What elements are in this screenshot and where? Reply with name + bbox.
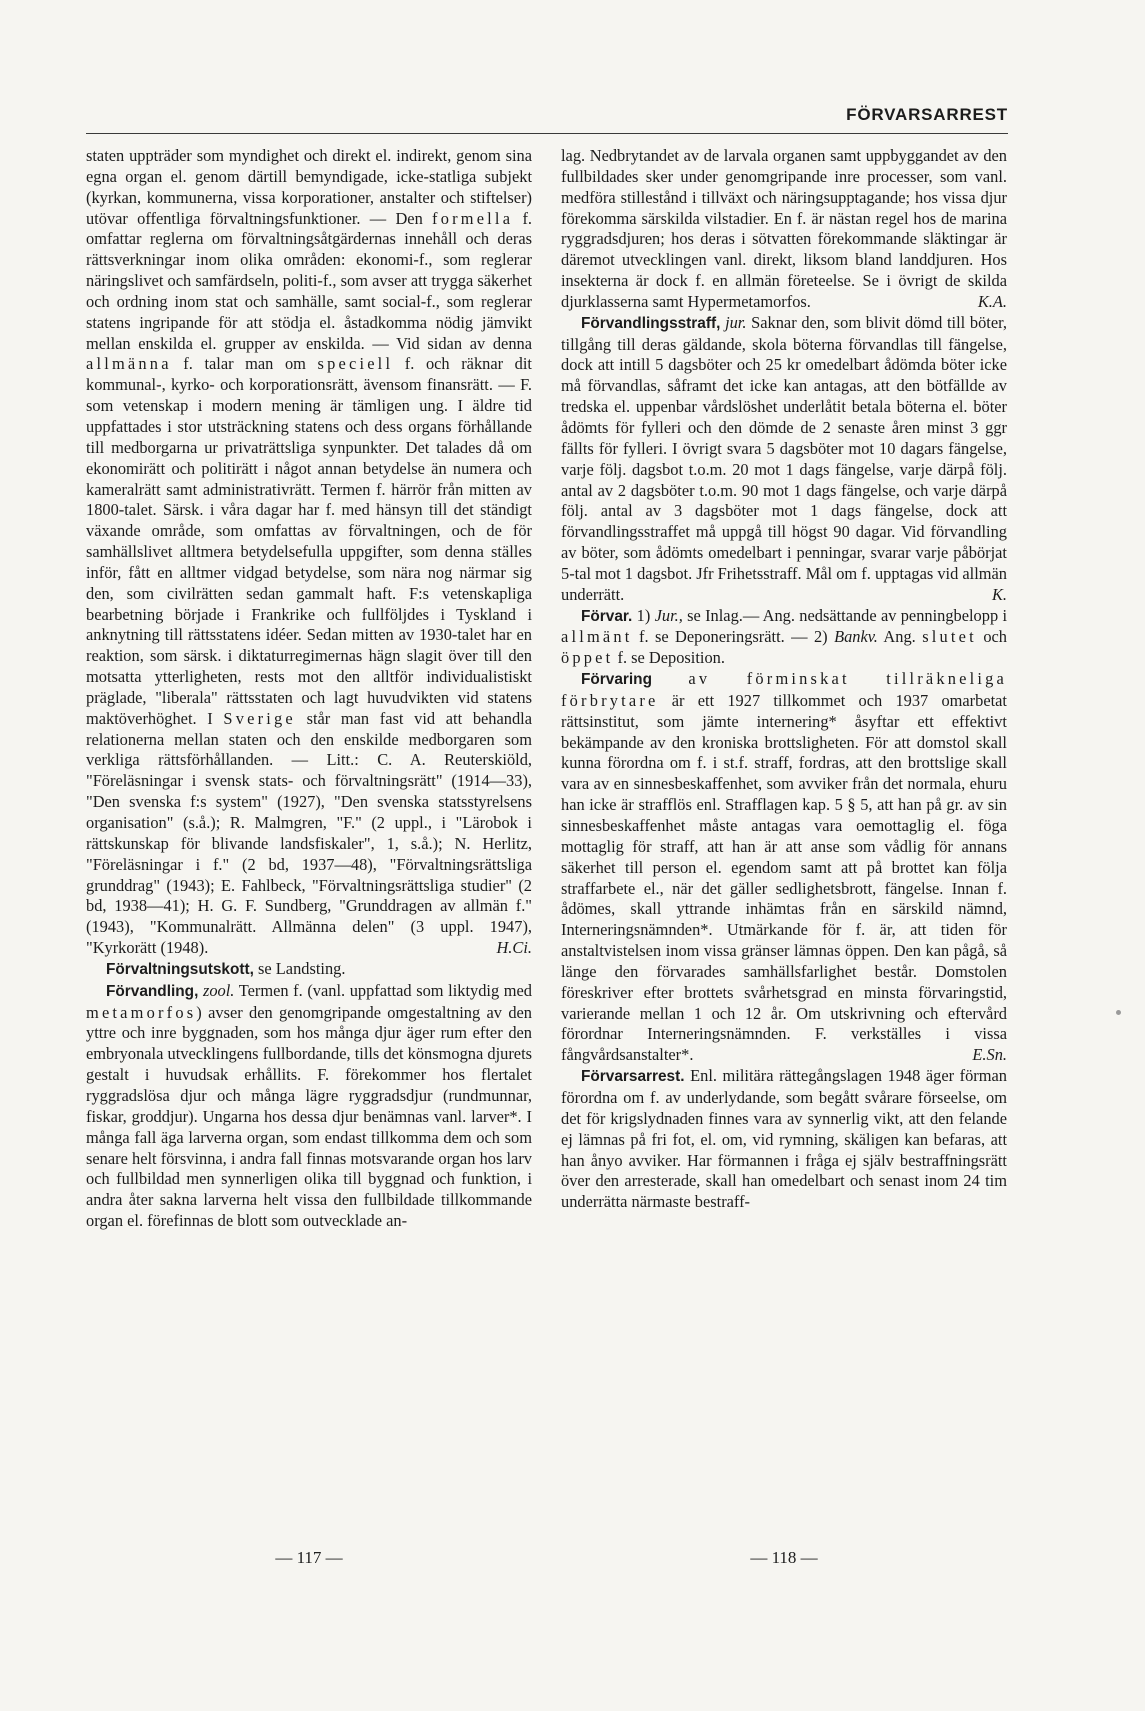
running-header: FÖRVARSARREST	[846, 105, 1008, 124]
author-signature: E.Sn.	[972, 1045, 1007, 1065]
entry-forvaltningsutskott: Förvaltningsutskott, se Landsting.	[106, 958, 346, 978]
margin-speck	[1116, 1010, 1121, 1015]
header-rule	[86, 133, 1008, 134]
headword: Förvandling,	[106, 982, 199, 1000]
entry-forvar: Förvar. 1) Jur., se Inlag.— Ang. nedsättande av penningbelopp i allmänt f. se Deponeringsrätt. — 2) Bankv. Ang. slutet och öppet f. se Deposition.	[561, 605, 1007, 668]
entry-forvandlingsstraff: Förvandlingsstraff, jur. Saknar den, som blivit dömd till böter, tillgång till deras gäldande, skola böterna förvandlas till fängelse, dock att intill 5 dagsböter och 25 kr omedelbart ådömda böter icke må förvandlas, såframt det icke kan antagas, att den bötfällde av tredska el. uppenbar vårdslöshet underlåtit betala böterna el. böter ådömts för fylleri och den dömde de 2 senaste åren minst 3 ggr fällts för fylleri. I övrigt svara 5 dagsböter mot 10 dagars fängelse, varje följ. dagsbot t.o.m. 20 mot 1 dags fängelse, varje därpå följ. antal av 2 dagsböter t.o.m. 90 mot 1 dags fängelse, och varje därpå följ. antal av 3 dagsböter mot 1 dags fängelse, dock att förvandlingsstraffet må uppgå till högst 90 dagar. Vid förvandling av böter, som ådömts omedelbart i penningar, svarar varje påbörjat 5-tal mot 1 dagsbot. Jfr Frihetsstraff. Mål om f. upptagas vid allmän underrätt. K.	[561, 312, 1007, 604]
entry-forvaltningsratt-continued: staten uppträder som myndighet och direkt el. indirekt, genom sina egna organ el. genom därtill bemyndigade, icke-statliga subjekt (kyrkan, kommunerna, vissa korporationer, anstalter och stiftelser) utövar offentliga förvaltningsfunktioner. — Den formella f. omfattar reglerna om förvaltningsåtgärdernas innehåll och deras rättsverkningar inom olika områden: ekonomi-f., som reglerar näringslivet och samfärdseln, politi-f., som avser att trygga säkerhet och ordning inom stat och samhälle, samt social-f., som reglerar statens ingripande för att stödja el. åstadkomma nödig jämvikt mellan enskilda el. grupper av enskilda. — Vid sidan av denna allmänna f. talar man om speciell f. och räknar dit kommunal-, kyrko- och korporationsrätt, ävensom finansrätt. — F. som vetenskap i modern mening är tämligen ung. I äldre tid uppfattades i stor utsträckning statens och dess organs förhållande till medborgarna ur privaträttsliga synpunkter. Det talades då om ekonomirätt och politirätt i något annan betydelse än numera och kameralrätt samt administrativrätt. Termen f. härrör från mitten av 1800-talet. Särsk. i våra dagar har f. med hänsyn till det ständigt växande område, som omfattas av förvaltningen, och de för samhällslivet alltmera betydelsefulla uppgifter, som denna ställes inför, fått en alltmer vidgad betydelse, som nära nog närmar sig den, som civilrätten sedan gammalt haft. F:s vetenskapliga bearbetning började i Frankrike och fullföljdes i Tyskland i anknytning till rättsstatens idéer. Sedan mitten av 1930-talet har en reaktion, som särsk. i diktaturregimernas hägn slagit över till den motsatta ytterligheten, rests mot den alltför individualistiskt präglade, "liberala" rättsstaten och lagt huvudvikten vid statens maktöverhöghet. I Sverige står man fast vid att behandla relationerna mellan staten och den enskilde medborgaren som verkliga rättsförhållanden. — Litt.: C. A. Reuterskiöld, "Föreläsningar i svensk stats- och förvaltningsrätt" (1914—33), "Den svenska f:s system" (1927), "Den svenska statsstyrelsens organisation" (s.å.); R. Malmgren, "F." (2 uppl., i "Lärobok i rättskunskap för blivande landsfiskaler", 1, s.å.); N. Herlitz, "Föreläsningar i f." (2 bd, 1937—48), "Förvaltningsrättsliga grunddrag" (1943); E. Fahlbeck, "Förvaltningsrättsliga studier" (2 bd, 1938—41); H. G. F. Sundberg, "Grunddragen av allmän f." (1943), "Kommunalrätt. Allmänna delen" (3 uppl. 1947), "Kyrkorätt (1948). H.Ci.	[86, 146, 533, 958]
headword: Förvar.	[581, 607, 633, 625]
page-number-left: — 117 —	[275, 1548, 343, 1567]
headword: Förvandlingsstraff,	[581, 314, 721, 332]
headword: Förvarsarrest.	[581, 1068, 685, 1086]
right-column	[561, 146, 1007, 1213]
headword: Förvaltningsutskott,	[106, 960, 254, 978]
entry-forvandling-continued: lag. Nedbrytandet av de larvala organen samt uppbyggandet av den fullbildades sker under genomgripande inre processer, som vanl. medföra stillestånd i tillväxt och näringsupptagande; hos vissa djur förekomma särskilda vilstadier. En f. är nästan regel hos de marina ryggradsdjuren; hos deras i sötvatten förekommande släktingar är däremot utvecklingen vanl. direkt, liksom bland landdjuren. Hos insekterna är dock f. en allmän företeelse. Se i övrigt de skilda djurklasserna samt Hypermetamorfos. K.A.	[561, 146, 1007, 311]
author-signature: K.	[991, 584, 1007, 604]
entry-forvaring: Förvaring av förminskat tillräkneliga förbrytare är ett 1927 tillkommet och 1937 omarbetat rättsinstitut, som jämte internering* åsyftar ett effektivt bekämpande av den kroniska brottsligheten. För att domstol skall kunna förordna om f. i st.f. straff, fordras, att den brottslige skall vara av en sinnesbeskaffenhet, som avviker från det normala, ehuru han icke är strafflös enl. Strafflagen kap. 5 § 5, att han på gr. av sin sinnesbeskaffenhet måste antagas vara oemottaglig el. föga mottaglig för straff, att han är att anse som vådlig för annans säkerhet till person el. egendom samt att på brottet kan följa straffarbete el., när det gäller sedlighetsbrott, fängelse. Innan f. ådömes, skall yttrande inhämtas från en särskild nämnd, Interneringsnämnden*. Utmärkande för f. är, att tiden för anstaltvistelsen inom vissa gränser lämnas öppen. Den kan pågå, så länge den förvarades samhällsfarlighet består. Domstolen föreskriver efter brottets svårhetsgrad en minsta förvaringstid, varierande mellan 1 och 12 år. Om utskrivning och eftervård förordnar Interneringsnämnden. F. verkställes i vissa fångvårdsanstalter*. E.Sn.	[561, 669, 1007, 1065]
author-signature: K.A.	[977, 291, 1007, 311]
page-number-right: — 118 —	[750, 1548, 818, 1567]
author-signature: H.Ci.	[496, 938, 532, 958]
headword: Förvaring	[581, 671, 652, 689]
entry-forvarsarrest: Förvarsarrest. Enl. militära rättegångslagen 1948 äger förman förordna om f. av underlydande, som begått svårare förseelse, om det för krigslydnaden finnes vara av synnerlig vikt, att den felande ej lämnas på fri fot, el. om, vid rymning, skäligen kan befaras, att han ånyo avviker. Har förmannen i fråga ej själv bestraffningsrätt över den arresterade, skall han omedelbart och senast inom 24 tim underrätta närmaste bestraff-	[561, 1066, 1007, 1212]
left-column	[86, 146, 532, 1232]
entry-forvandling: Förvandling, zool. Termen f. (vanl. uppfattad som liktydig med metamorfos) avser den genomgripande omgestaltning av den yttre och inre byggnaden, som hos många djur äger rum efter den embryonala utvecklingens fullbordande, tills det könsmogna djurets gestalt i huvudsak erhållits. F. förekommer hos flertalet ryggradslösa djur och många lägre ryggradsdjur (rundmunnar, fiskar, groddjur). Ungarna hos dessa djur benämnas vanl. larver*. I många fall äga larverna organ, som endast tillkomma dem och som senare helt försvinna, i andra fall finnas motsvarande organ hos larv och fullbildad men synnerligen olika till byggnad och funktion, i andra åter sakna larverna helt vissa den fullbildade tillkommande organ el. förefinnas de blott som outvecklade an-	[86, 980, 532, 1231]
